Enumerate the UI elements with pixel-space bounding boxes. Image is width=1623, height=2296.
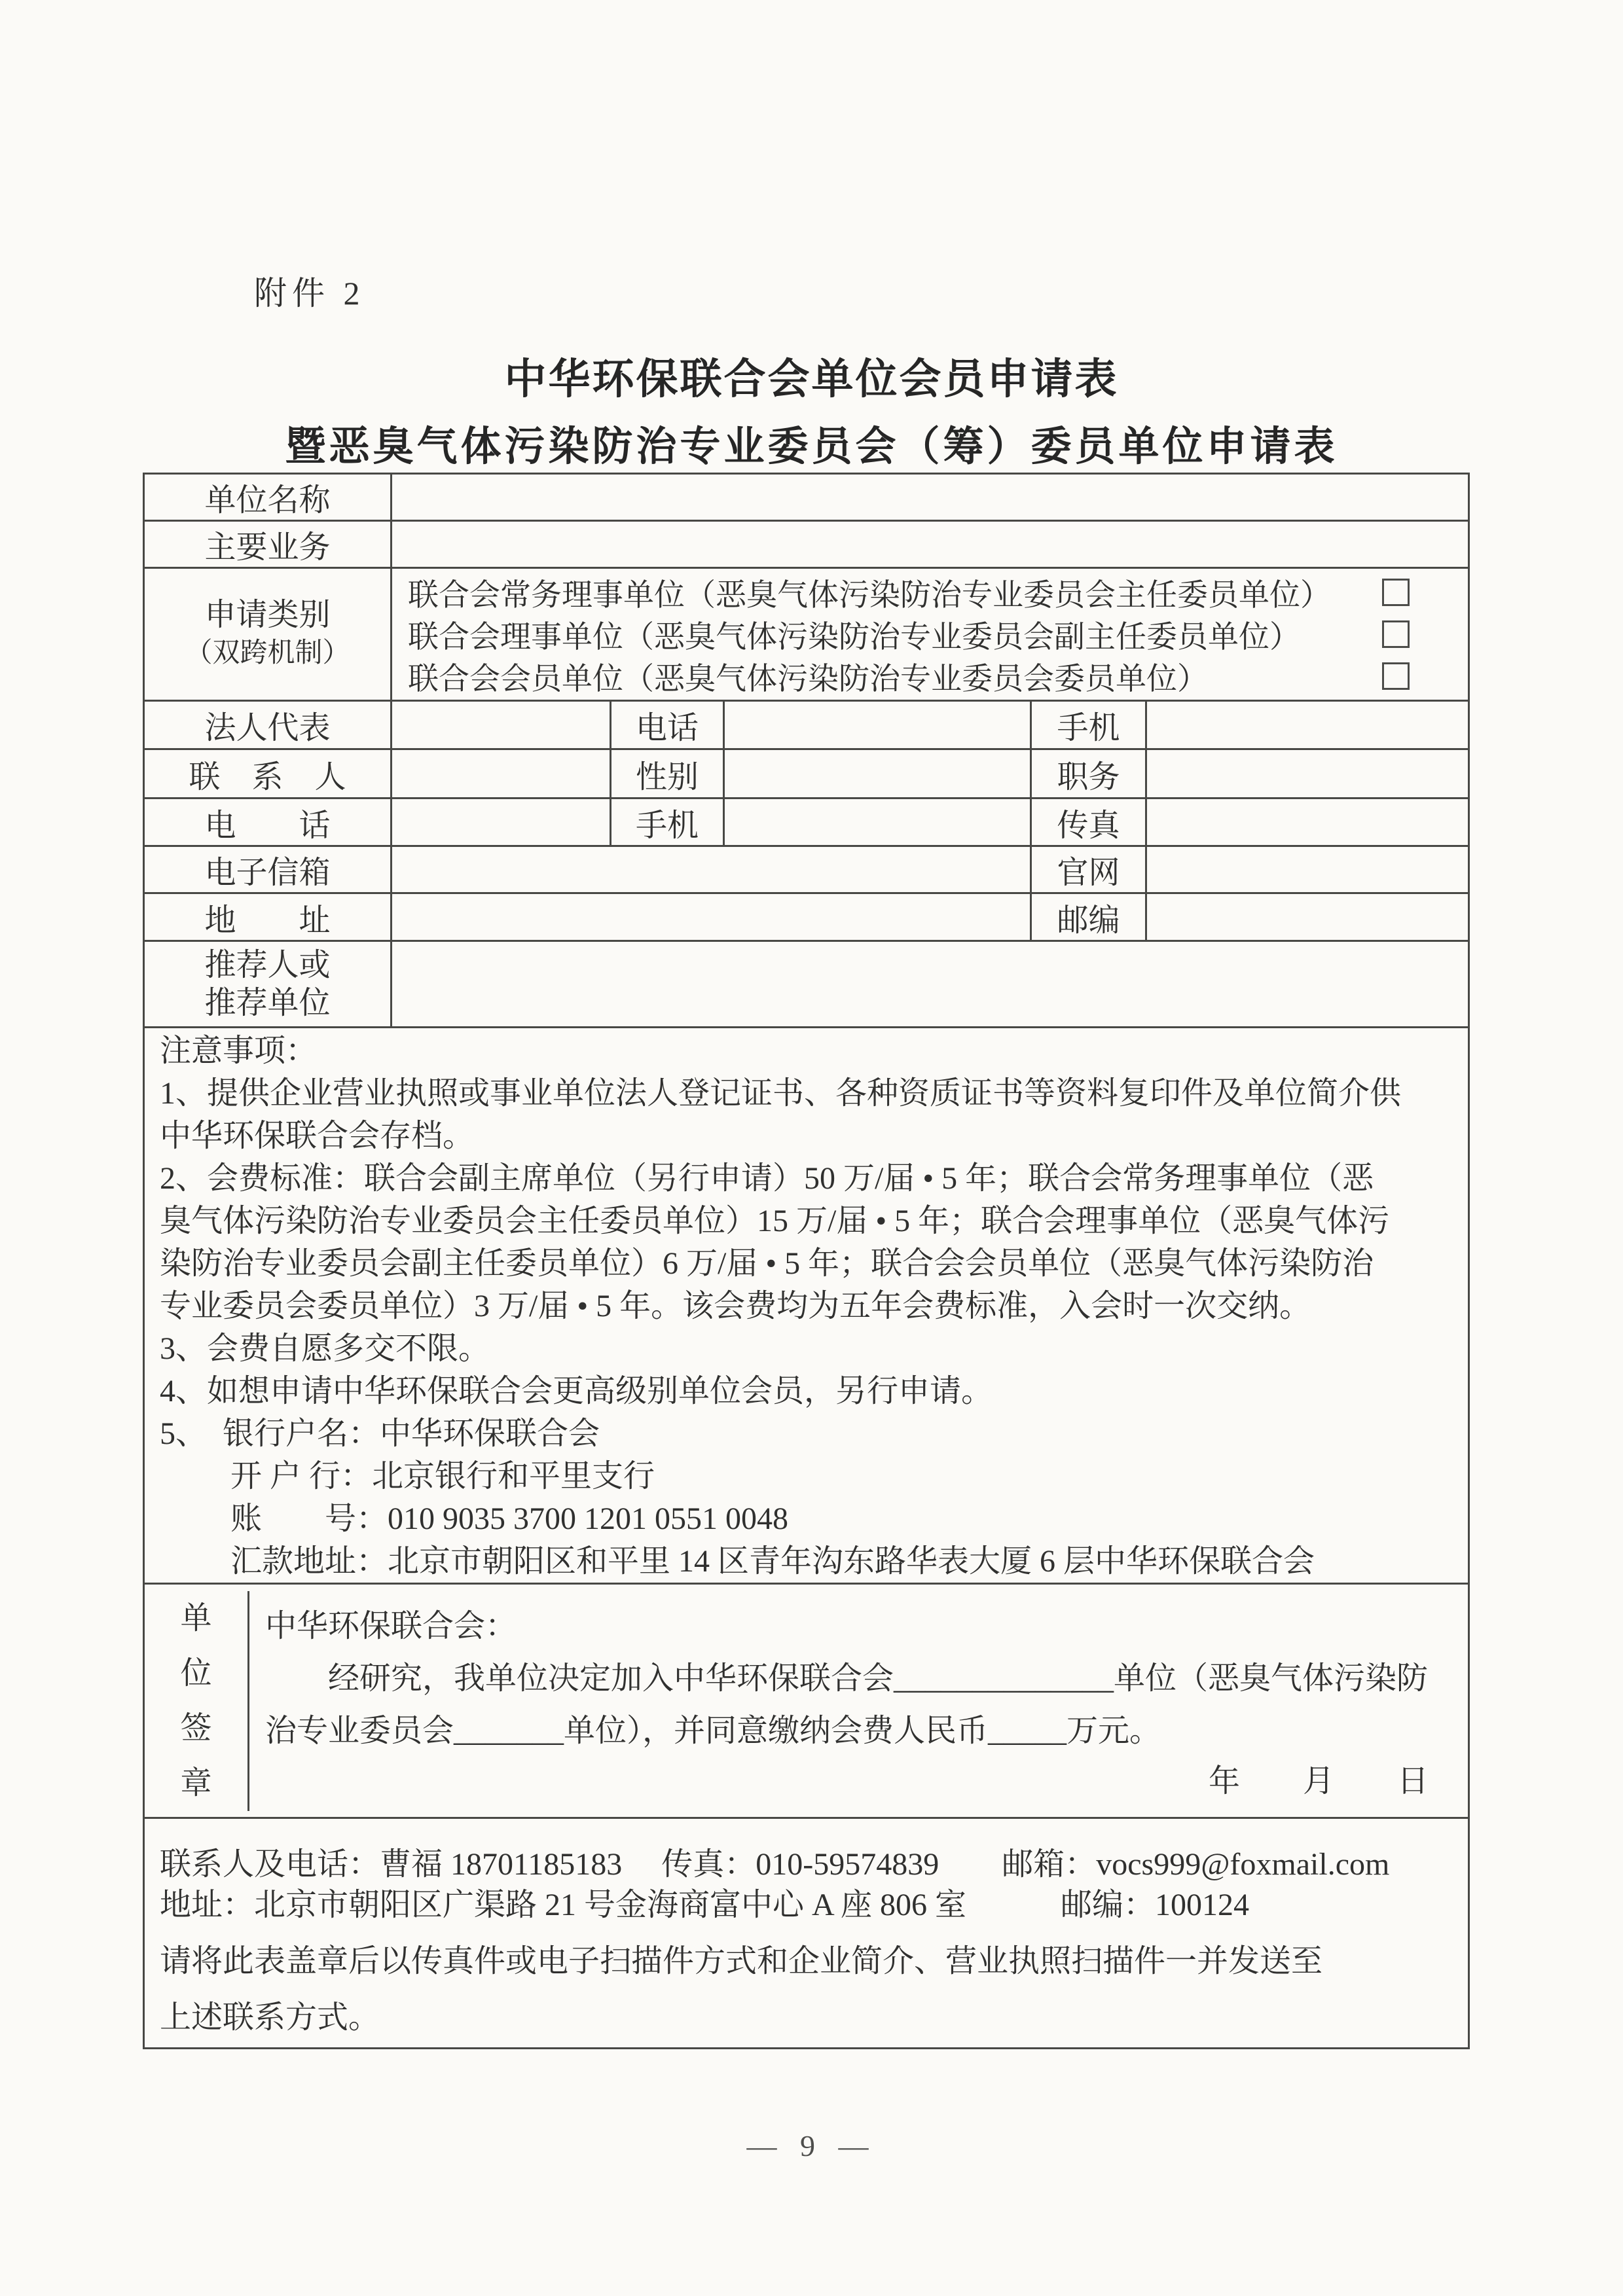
note-line: 汇款地址：北京市朝阳区和平里 14 区青年沟东路华表大厦 6 层中华环保联合会 xyxy=(160,1544,1315,1579)
unit-seal-label-char: 单 xyxy=(180,1600,212,1636)
mobile-value[interactable] xyxy=(724,798,1031,846)
apply-option-label: 联合会常务理事单位（恶臭气体污染防治专业委员会主任委员单位） xyxy=(408,578,1331,613)
address-label: 地 址 xyxy=(144,893,392,941)
recommender-label xyxy=(144,941,392,1028)
notes-title: 注意事项： xyxy=(160,1033,318,1068)
apply-option-row xyxy=(392,655,1468,697)
note-line: 专业委员会委员单位）3 万/届 • 5 年。该会费均为五年会费标准，入会时一次交纳。 xyxy=(160,1289,1311,1323)
note-line: 开 户 行：北京银行和平里支行 xyxy=(160,1459,655,1494)
gender-value[interactable] xyxy=(724,749,1031,798)
email-value[interactable] xyxy=(392,846,1031,893)
phone-value[interactable] xyxy=(392,798,611,846)
page-title: 中华环保联合会单位会员申请表 xyxy=(504,355,1119,403)
footer-contact-line: 地址：北京市朝阳区广渠路 21 号金海商富中心 A 座 806 室 邮编：100124 xyxy=(160,1887,1250,1922)
position-label: 职务 xyxy=(1031,749,1146,798)
apply-option-label: 联合会理事单位（恶臭气体污染防治专业委员会副主任委员单位） xyxy=(408,620,1300,655)
apply-option-checkbox[interactable] xyxy=(1382,662,1410,690)
seal-greeting: 中华环保联合会： xyxy=(265,1608,517,1643)
note-line: 臭气体污染防治专业委员会主任委员单位）15 万/届 • 5 年；联合会理事单位（恶臭气体污 xyxy=(160,1204,1390,1238)
contact-person-label: 联 系 人 xyxy=(144,749,392,798)
legal-representative-value[interactable] xyxy=(392,701,611,749)
note-line: 中华环保联合会存档。 xyxy=(160,1119,475,1153)
apply-option-checkbox[interactable] xyxy=(1382,620,1410,648)
unit-seal-label-char: 章 xyxy=(180,1765,212,1801)
unit-seal-statement xyxy=(249,1591,1468,1811)
application-form-table xyxy=(143,473,1470,2049)
apply-options-list xyxy=(392,569,1468,700)
seal-statement-line1: 经研究，我单位决定加入中华环保联合会______________单位（恶臭气体污染防 xyxy=(265,1660,1429,1696)
apply-option-row xyxy=(392,613,1468,655)
unit-name-value[interactable] xyxy=(392,474,1469,521)
fax-value[interactable] xyxy=(1146,798,1469,846)
notes-lines xyxy=(160,1072,1455,1583)
mobile-label: 手机 xyxy=(611,798,724,846)
note-line: 4、如想申请中华环保联合会更高级别单位会员，另行申请。 xyxy=(160,1374,993,1408)
unit-seal-section xyxy=(145,1591,1468,1811)
recommender-label-line1: 推荐人或 xyxy=(204,947,331,982)
position-value[interactable] xyxy=(1146,749,1469,798)
apply-category-label-line1: 申请类别 xyxy=(204,598,331,632)
note-line: 染防治专业委员会副主任委员单位）6 万/届 • 5 年；联合会会员单位（恶臭气体污染防治 xyxy=(160,1246,1374,1281)
fax-label: 传真 xyxy=(1031,798,1146,846)
lr-phone-label: 电话 xyxy=(611,701,724,749)
note-line: 2、会费标准：联合会副主席单位（另行申请）50 万/届 • 5 年；联合会常务理事单位（恶 xyxy=(160,1161,1374,1196)
phone-label: 电 话 xyxy=(144,798,392,846)
apply-option-row xyxy=(392,571,1468,613)
legal-representative-label: 法人代表 xyxy=(144,701,392,749)
attachment-label: 附件 2 xyxy=(254,275,365,312)
note-line: 5、 银行户名：中华环保联合会 xyxy=(160,1416,600,1451)
recommender-value[interactable] xyxy=(392,941,1469,1028)
apply-option-checkbox[interactable] xyxy=(1382,579,1410,606)
apply-option-label: 联合会会员单位（恶臭气体污染防治专业委员会委员单位） xyxy=(408,662,1208,696)
unit-seal-label-char: 签 xyxy=(180,1710,212,1746)
website-label: 官网 xyxy=(1031,846,1146,893)
unit-name-label: 单位名称 xyxy=(144,474,392,521)
lr-mobile-value[interactable] xyxy=(1146,701,1469,749)
note-line: 3、会费自愿多交不限。 xyxy=(160,1331,490,1366)
unit-seal-label-char: 位 xyxy=(180,1655,212,1691)
postcode-label: 邮编 xyxy=(1031,893,1146,941)
gender-label: 性别 xyxy=(611,749,724,798)
seal-date-line: 年 月 日 xyxy=(1209,1763,1429,1799)
footer-contact-line: 联系人及电话：曹福 18701185183 传真：010-59574839 邮箱：vocs999@foxmail.com xyxy=(160,1846,1390,1882)
main-business-value[interactable] xyxy=(392,521,1469,568)
lr-mobile-label: 手机 xyxy=(1031,701,1146,749)
website-value[interactable] xyxy=(1146,846,1469,893)
recommender-label-line2: 推荐单位 xyxy=(204,985,331,1020)
footer-contact-line: 请将此表盖章后以传真件或电子扫描件方式和企业简介、营业执照扫描件一并发送至 xyxy=(160,1943,1323,1979)
note-line: 1、提供企业营业执照或事业单位法人登记证书、各种资质证书等资料复印件及单位简介供 xyxy=(160,1076,1402,1111)
note-line: 账 号：010 9035 3700 1201 0551 0048 xyxy=(160,1501,789,1536)
page-number: — 9 — xyxy=(746,2129,877,2162)
apply-category-label xyxy=(144,568,392,701)
main-business-label: 主要业务 xyxy=(144,521,392,568)
postcode-value[interactable] xyxy=(1146,893,1469,941)
footer-contact-section xyxy=(145,1829,1468,2038)
lr-phone-value[interactable] xyxy=(724,701,1031,749)
page-subtitle: 暨恶臭气体污染防治专业委员会（筹）委员单位申请表 xyxy=(285,424,1338,469)
seal-statement-line2: 治专业委员会_______单位），并同意缴纳会费人民币_____万元。 xyxy=(265,1713,1161,1748)
address-value[interactable] xyxy=(392,893,1031,941)
apply-category-label-line2: （双跨机制） xyxy=(185,638,350,668)
contact-person-value[interactable] xyxy=(392,749,611,798)
footer-contact-line: 上述联系方式。 xyxy=(160,2000,380,2035)
email-label: 电子信箱 xyxy=(144,846,392,893)
unit-seal-label xyxy=(145,1591,249,1811)
notes-section xyxy=(145,1028,1468,1583)
